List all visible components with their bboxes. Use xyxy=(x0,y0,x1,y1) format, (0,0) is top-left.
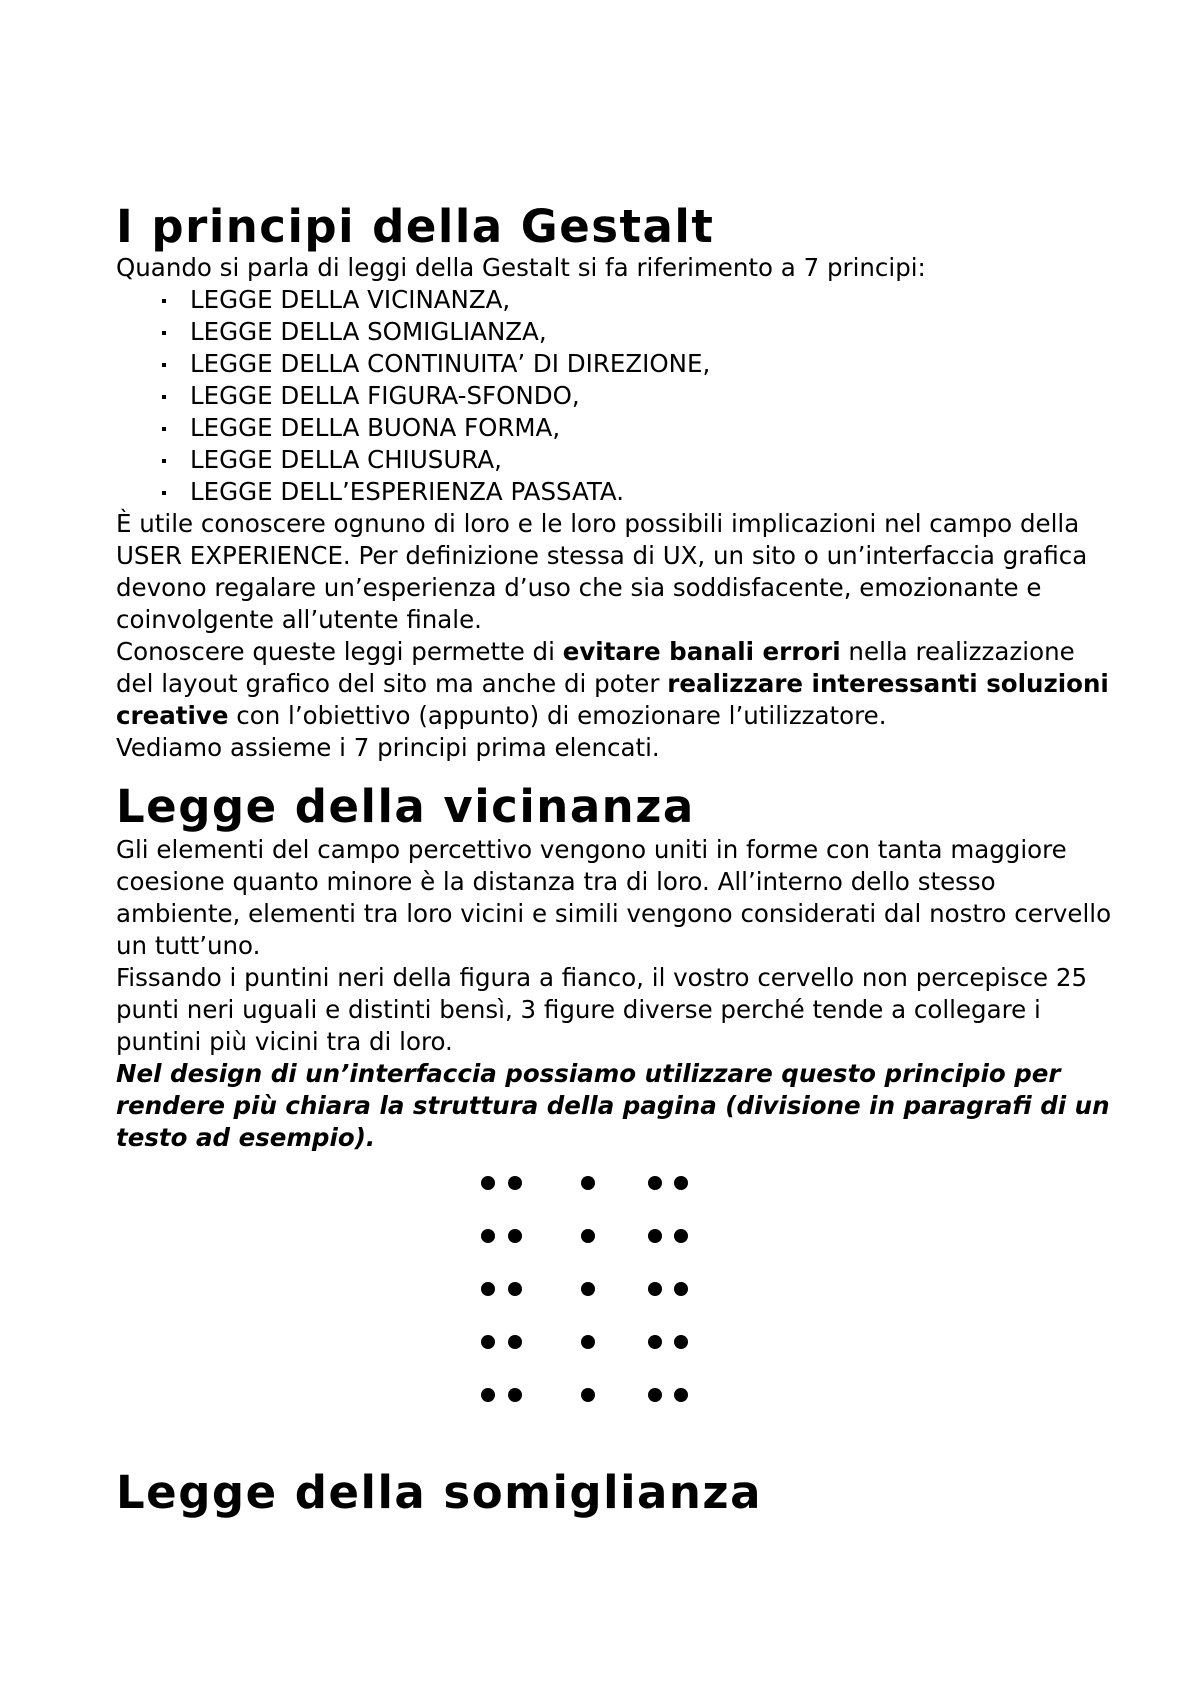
dot xyxy=(481,1388,495,1402)
dot xyxy=(581,1335,595,1349)
proximity-design-note: Nel design di un’interfaccia possiamo utilizzare questo principio per rendere più chiara la struttura della pagina (divisione in paragrafi di un testo ad esempio). xyxy=(116,1059,1110,1152)
proximity-paragraph-2: Fissando i puntini neri della figura a fianco, il vostro cervello non percepisce 25 punti neri uguali e distinti bensì, 3 figure diverse perché tende a collegare i puntini più vicini tra di loro. xyxy=(116,963,1088,1056)
list-item: LEGGE DELL’ESPERIENZA PASSATA. xyxy=(156,476,1116,508)
dot xyxy=(674,1335,688,1349)
dot xyxy=(581,1229,595,1243)
section-proximity-law xyxy=(116,780,1116,1436)
bold-text: realizzare interessanti soluzioni creative xyxy=(116,669,1109,730)
document-page xyxy=(116,200,1116,1520)
bold-text: evitare banali errori xyxy=(562,637,841,666)
dot xyxy=(508,1335,522,1349)
dot xyxy=(508,1388,522,1402)
intro-paragraph: Quando si parla di leggi della Gestalt si fa riferimento a 7 principi: xyxy=(116,253,926,282)
dot xyxy=(648,1282,662,1296)
dot xyxy=(648,1176,662,1190)
dot xyxy=(648,1388,662,1402)
dot xyxy=(508,1229,522,1243)
dot xyxy=(481,1229,495,1243)
list-item: LEGGE DELLA VICINANZA, xyxy=(156,284,1116,316)
principles-list xyxy=(116,284,1116,508)
section-gestalt-principles xyxy=(116,200,1116,764)
dot xyxy=(508,1176,522,1190)
list-item: LEGGE DELLA FIGURA-SFONDO, xyxy=(156,380,1116,412)
dot xyxy=(508,1282,522,1296)
dot xyxy=(581,1282,595,1296)
heading-proximity-law: Legge della vicinanza xyxy=(116,780,695,833)
dot xyxy=(581,1388,595,1402)
dot xyxy=(674,1282,688,1296)
list-item: LEGGE DELLA SOMIGLIANZA, xyxy=(156,316,1116,348)
text-run: nella realizzazione del layout grafico del sito ma anche di poter xyxy=(116,637,1075,698)
proximity-dot-figure xyxy=(481,1176,741,1436)
list-item: LEGGE DELLA BUONA FORMA, xyxy=(156,412,1116,444)
dot xyxy=(581,1176,595,1190)
laws-paragraph xyxy=(116,636,1116,732)
text-run: con l’obiettivo (appunto) di emozionare l’utilizzatore. xyxy=(228,701,887,730)
section-similarity-law xyxy=(116,1466,1116,1520)
closing-paragraph: Vediamo assieme i 7 principi prima elencati. xyxy=(116,733,660,762)
dot xyxy=(648,1335,662,1349)
ux-paragraph: È utile conoscere ognuno di loro e le loro possibili implicazioni nel campo della USER EXPERIENCE. Per definizione stessa di UX, un sito o un’interfaccia grafica devono regalare un’esperienza d’uso che sia soddisfacente, emozionante e coinvolgente all’utente finale. xyxy=(116,509,1088,634)
dot xyxy=(481,1282,495,1296)
heading-gestalt-principles: I principi della Gestalt xyxy=(116,200,715,253)
dot xyxy=(648,1229,662,1243)
dot xyxy=(674,1229,688,1243)
dot xyxy=(674,1176,688,1190)
dot xyxy=(481,1335,495,1349)
proximity-paragraph-1: Gli elementi del campo percettivo vengono uniti in forme con tanta maggiore coesione quanto minore è la distanza tra di loro. All’interno dello stesso ambiente, elementi tra loro vicini e simili vengono considerati dal nostro cervello un tutt’uno. xyxy=(116,835,1112,960)
text-run: Conoscere queste leggi permette di xyxy=(116,637,563,666)
dot xyxy=(674,1388,688,1402)
list-item: LEGGE DELLA CHIUSURA, xyxy=(156,444,1116,476)
dot xyxy=(481,1176,495,1190)
list-item: LEGGE DELLA CONTINUITA’ DI DIREZIONE, xyxy=(156,348,1116,380)
heading-similarity-law: Legge della somiglianza xyxy=(116,1466,762,1519)
